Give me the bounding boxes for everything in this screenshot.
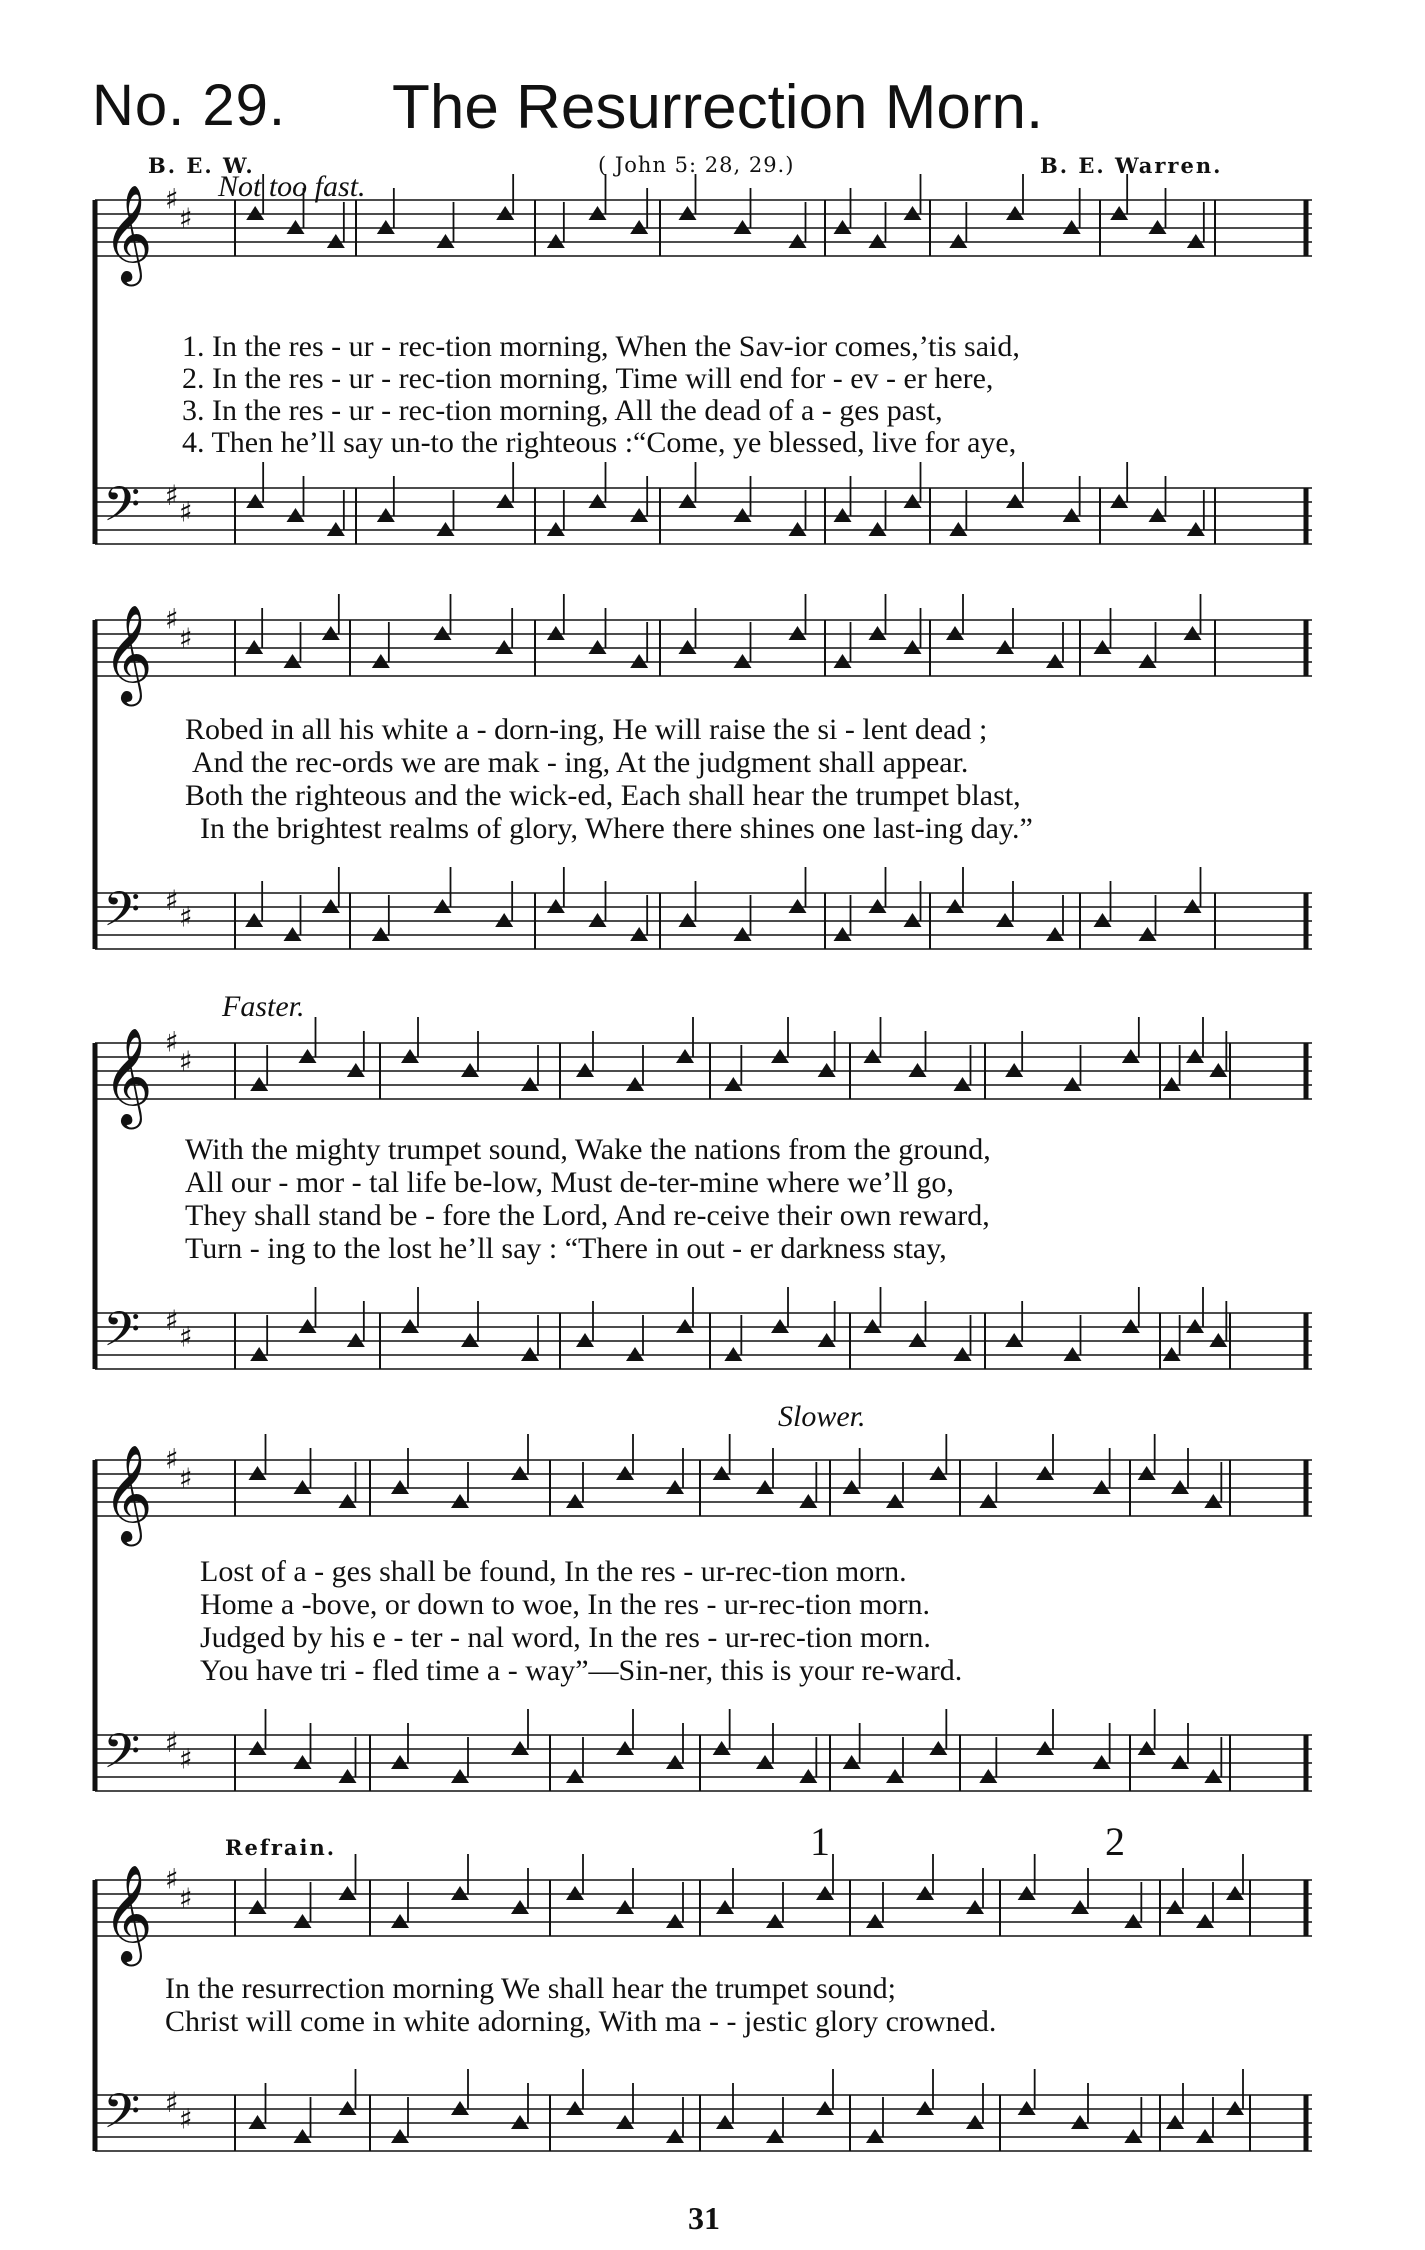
shape-note xyxy=(589,913,607,927)
shape-note xyxy=(766,2129,784,2143)
shape-note xyxy=(391,1914,409,1928)
shape-note xyxy=(904,640,922,654)
shape-note xyxy=(904,494,922,508)
shape-note xyxy=(1094,640,1112,654)
treble-staff xyxy=(95,594,1312,706)
shape-note xyxy=(713,1466,731,1480)
shape-note xyxy=(451,1494,469,1508)
shape-note xyxy=(1018,2101,1036,2115)
shape-note xyxy=(495,913,513,927)
shape-note xyxy=(616,1466,634,1480)
shape-note xyxy=(496,206,514,220)
lyric-line: You have tri - fled time a - way”—Sin-ner, this is your re-ward. xyxy=(200,1654,963,1687)
shape-note xyxy=(287,220,305,234)
shape-note xyxy=(1149,508,1167,522)
shape-note xyxy=(716,2115,734,2129)
refrain-label: Refrain. xyxy=(225,1835,337,1860)
shape-note xyxy=(864,1049,882,1063)
shape-note xyxy=(904,206,922,220)
lyric-line: 4. Then he’ll say un-to the righteous :“Come, ye blessed, live for aye, xyxy=(182,426,1017,459)
shape-note xyxy=(756,1480,774,1494)
shape-note xyxy=(916,2101,934,2115)
music-system xyxy=(85,1860,1322,2171)
bass-staff xyxy=(95,867,1312,949)
sharp-icon: ♯ xyxy=(165,1862,179,1896)
shape-note xyxy=(1071,1900,1089,1914)
sharp-icon: ♯ xyxy=(165,1442,179,1476)
bass-clef-icon: 𝄢 xyxy=(103,1301,141,1369)
shape-note xyxy=(869,234,887,248)
treble-staff xyxy=(95,1854,1312,1966)
shape-note xyxy=(834,654,852,668)
shape-note xyxy=(1094,913,1112,927)
shape-note xyxy=(1110,494,1128,508)
shape-note xyxy=(666,1914,684,1928)
shape-note xyxy=(250,1347,268,1361)
shape-note xyxy=(630,654,648,668)
shape-note xyxy=(789,899,807,913)
shape-note xyxy=(339,1886,357,1900)
page-number: 31 xyxy=(688,2200,720,2236)
shape-note xyxy=(1064,1347,1082,1361)
shape-note xyxy=(1138,1466,1156,1480)
lyric-line: All our - mor - tal life be-low, Must de-ter-mine where we’ll go, xyxy=(185,1166,954,1199)
lyric-line: Robed in all his white a - dorn-ing, He will raise the si - lent dead ; xyxy=(185,713,988,746)
lyric-line: Lost of a - ges shall be found, In the res - ur-rec-tion morn. xyxy=(200,1555,907,1588)
shape-note xyxy=(377,508,395,522)
shape-note xyxy=(679,913,697,927)
shape-note xyxy=(250,1077,268,1091)
shape-note xyxy=(834,508,852,522)
tempo-mark-slower: Slower. xyxy=(778,1400,866,1433)
sharp-icon: ♯ xyxy=(165,182,179,216)
sharp-icon: ♯ xyxy=(165,1025,179,1059)
shape-note xyxy=(724,1077,742,1091)
sharp-icon: ♯ xyxy=(165,1725,179,1759)
shape-note xyxy=(521,1077,539,1091)
sharp-icon: ♯ xyxy=(165,1303,179,1337)
lyric-line: Both the righteous and the wick-ed, Each shall hear the trumpet blast, xyxy=(185,779,1021,812)
shape-note xyxy=(886,1494,904,1508)
shape-note xyxy=(1163,1347,1181,1361)
shape-note xyxy=(576,1063,594,1077)
shape-note xyxy=(954,1077,972,1091)
bass-clef-icon: 𝄢 xyxy=(103,881,141,949)
shape-note xyxy=(734,220,752,234)
treble-staff xyxy=(95,1017,1312,1129)
lyric-line: Christ will come in white adorning, With ma - - jestic glory crowned. xyxy=(165,2005,997,2038)
shape-note xyxy=(616,1900,634,1914)
shape-note xyxy=(1006,206,1024,220)
sharp-icon: ♯ xyxy=(179,1462,193,1495)
shape-note xyxy=(834,927,852,941)
bass-clef-icon: 𝄢 xyxy=(103,476,141,544)
shape-note xyxy=(521,1347,539,1361)
shape-note xyxy=(294,2129,312,2143)
shape-note xyxy=(339,2101,357,2115)
shape-note xyxy=(1063,508,1081,522)
shape-note xyxy=(630,927,648,941)
shape-note xyxy=(451,1769,469,1783)
shape-note xyxy=(1046,927,1064,941)
shape-note xyxy=(666,2129,684,2143)
shape-note xyxy=(1006,494,1024,508)
shape-note xyxy=(909,1333,927,1347)
shape-note xyxy=(327,522,345,536)
sharp-icon: ♯ xyxy=(179,900,193,934)
shape-note xyxy=(589,640,607,654)
shape-note xyxy=(1124,2129,1142,2143)
lyric-line: And the rec-ords we are mak - ing, At the judgment shall appear. xyxy=(192,746,969,779)
shape-note xyxy=(1139,654,1157,668)
shape-note xyxy=(461,1333,479,1347)
shape-note xyxy=(869,899,887,913)
hymn-title: The Resurrection Morn. xyxy=(392,73,1044,142)
shape-note xyxy=(339,1769,357,1783)
sharp-icon: ♯ xyxy=(165,602,179,636)
shape-note xyxy=(789,234,807,248)
shape-note xyxy=(1184,626,1202,640)
shape-note xyxy=(949,234,967,248)
shape-note xyxy=(1171,1480,1189,1494)
sharp-icon: ♯ xyxy=(179,202,193,235)
bass-clef-icon: 𝄢 xyxy=(103,1723,141,1791)
shape-note xyxy=(1187,234,1205,248)
shape-note xyxy=(347,1333,365,1347)
shape-note xyxy=(626,1347,644,1361)
shape-note xyxy=(1204,1494,1222,1508)
shape-note xyxy=(495,640,513,654)
shape-note xyxy=(734,654,752,668)
shape-note xyxy=(816,1886,834,1900)
shape-note xyxy=(401,1049,419,1063)
lyric-line: Turn - ing to the lost he’ll say : “There in out - er darkness stay, xyxy=(185,1232,947,1265)
bass-staff xyxy=(95,1287,1312,1369)
shape-note xyxy=(789,522,807,536)
lyric-line: 2. In the res - ur - rec-tion morning, Time will end for - ev - er here, xyxy=(182,362,994,395)
shape-note xyxy=(245,640,263,654)
shape-note xyxy=(866,2129,884,2143)
shape-note xyxy=(1122,1049,1140,1063)
shape-note xyxy=(284,654,302,668)
shape-note xyxy=(666,1480,684,1494)
shape-note xyxy=(372,654,390,668)
shape-note xyxy=(869,522,887,536)
shape-note xyxy=(576,1333,594,1347)
shape-note xyxy=(372,927,390,941)
music-system xyxy=(85,1440,1322,1811)
music-credit: B. E. Warren. xyxy=(1040,153,1223,178)
shape-note xyxy=(1110,206,1128,220)
shape-note xyxy=(391,1480,409,1494)
shape-note xyxy=(1226,1886,1244,1900)
shape-note xyxy=(676,1319,694,1333)
tempo-mark-faster: Faster. xyxy=(222,990,305,1023)
shape-note xyxy=(996,913,1014,927)
shape-note xyxy=(1138,1741,1156,1755)
shape-note xyxy=(249,1466,267,1480)
shape-note xyxy=(511,1466,529,1480)
shape-note xyxy=(1166,2115,1184,2129)
shape-note xyxy=(679,494,697,508)
treble-clef-icon: 𝄞 xyxy=(103,184,153,282)
lyric-line: Judged by his e - ter - nal word, In the res - ur-rec-tion morn. xyxy=(200,1621,931,1654)
shape-note xyxy=(1093,1755,1111,1769)
sharp-icon: ♯ xyxy=(179,1742,193,1776)
sharp-icon: ♯ xyxy=(179,1045,193,1078)
shape-note xyxy=(916,1886,934,1900)
shape-note xyxy=(451,2101,469,2115)
shape-note xyxy=(547,899,565,913)
shape-note xyxy=(946,899,964,913)
shape-note xyxy=(996,640,1014,654)
shape-note xyxy=(799,1494,817,1508)
shape-note xyxy=(1046,654,1064,668)
shape-note xyxy=(1204,1769,1222,1783)
bass-staff xyxy=(95,462,1312,544)
shape-note xyxy=(630,220,648,234)
hymn-number: No. 29. xyxy=(92,73,286,138)
shape-note xyxy=(249,2115,267,2129)
shape-note xyxy=(1209,1063,1227,1077)
shape-note xyxy=(904,913,922,927)
shape-note xyxy=(1163,1077,1181,1091)
shape-note xyxy=(589,206,607,220)
shape-note xyxy=(1149,220,1167,234)
treble-clef-icon: 𝄞 xyxy=(103,1864,153,1962)
shape-note xyxy=(347,1063,365,1077)
shape-note xyxy=(949,522,967,536)
shape-note xyxy=(843,1480,861,1494)
shape-note xyxy=(1005,1333,1023,1347)
shape-note xyxy=(929,1741,947,1755)
shape-note xyxy=(666,1755,684,1769)
lyric-line: 1. In the res - ur - rec-tion morning, When the Sav-ior comes,’tis said, xyxy=(182,330,1020,363)
shape-note xyxy=(734,508,752,522)
shape-note xyxy=(437,234,455,248)
shape-note xyxy=(1166,1900,1184,1914)
shape-note xyxy=(589,494,607,508)
shape-note xyxy=(294,1755,312,1769)
shape-note xyxy=(391,2129,409,2143)
shape-note xyxy=(1005,1063,1023,1077)
sharp-icon: ♯ xyxy=(165,883,179,917)
shape-note xyxy=(1196,2129,1214,2143)
shape-note xyxy=(1171,1755,1189,1769)
sharp-icon: ♯ xyxy=(179,495,193,529)
music-system xyxy=(85,180,1322,564)
lyric-line: In the resurrection morning We shall hear the trumpet sound; xyxy=(165,1972,897,2005)
shape-note xyxy=(547,522,565,536)
treble-staff xyxy=(95,1434,1312,1546)
shape-note xyxy=(339,1494,357,1508)
shape-note xyxy=(1186,1049,1204,1063)
shape-note xyxy=(886,1769,904,1783)
shape-note xyxy=(1036,1466,1054,1480)
shape-note xyxy=(1124,1914,1142,1928)
shape-note xyxy=(511,2115,529,2129)
shape-note xyxy=(434,899,452,913)
shape-note xyxy=(246,494,264,508)
shape-note xyxy=(713,1741,731,1755)
shape-note xyxy=(1093,1480,1111,1494)
shape-note xyxy=(869,626,887,640)
shape-note xyxy=(979,1769,997,1783)
shape-note xyxy=(756,1755,774,1769)
shape-note xyxy=(679,206,697,220)
shape-note xyxy=(566,1886,584,1900)
shape-note xyxy=(299,1319,317,1333)
ending-number-first: 1 xyxy=(810,1819,830,1864)
shape-note xyxy=(1139,927,1157,941)
shape-note xyxy=(566,1494,584,1508)
shape-note xyxy=(1064,1077,1082,1091)
shape-note xyxy=(245,913,263,927)
shape-note xyxy=(616,1741,634,1755)
treble-clef-icon: 𝄞 xyxy=(103,604,153,702)
shape-note xyxy=(299,1049,317,1063)
lyric-line: With the mighty trumpet sound, Wake the nations from the ground, xyxy=(185,1133,991,1166)
shape-note xyxy=(979,1494,997,1508)
shape-note xyxy=(566,2101,584,2115)
shape-note xyxy=(511,1900,529,1914)
shape-note xyxy=(1122,1319,1140,1333)
words-credit: B. E. W. xyxy=(148,153,255,178)
music-system xyxy=(85,1023,1322,1389)
sharp-icon: ♯ xyxy=(179,1320,193,1354)
shape-note xyxy=(461,1063,479,1077)
shape-note xyxy=(377,220,395,234)
shape-note xyxy=(1071,2115,1089,2129)
shape-note xyxy=(327,234,345,248)
shape-note xyxy=(249,1900,267,1914)
sharp-icon: ♯ xyxy=(179,2102,193,2136)
scripture-reference: ( John 5: 28, 29.) xyxy=(598,153,795,177)
shape-note xyxy=(1187,522,1205,536)
sharp-icon: ♯ xyxy=(165,2085,179,2119)
shape-note xyxy=(966,2115,984,2129)
shape-note xyxy=(676,1049,694,1063)
shape-note xyxy=(249,1741,267,1755)
shape-note xyxy=(679,640,697,654)
lyric-line: They shall stand be - fore the Lord, And re-ceive their own reward, xyxy=(185,1199,990,1232)
shape-note xyxy=(1018,1886,1036,1900)
sharp-icon: ♯ xyxy=(165,478,179,512)
shape-note xyxy=(771,1049,789,1063)
shape-note xyxy=(616,2115,634,2129)
shape-note xyxy=(818,1063,836,1077)
shape-note xyxy=(391,1755,409,1769)
lyric-line: Home a -bove, or down to woe, In the res - ur-rec-tion morn. xyxy=(200,1588,931,1621)
lyric-line: In the brightest realms of glory, Where there shines one last-ing day.” xyxy=(200,812,1033,845)
shape-note xyxy=(1186,1319,1204,1333)
shape-note xyxy=(1196,1914,1214,1928)
shape-note xyxy=(511,1741,529,1755)
shape-note xyxy=(434,626,452,640)
treble-clef-icon: 𝄞 xyxy=(103,1444,153,1542)
shape-note xyxy=(246,206,264,220)
shape-note xyxy=(946,626,964,640)
shape-note xyxy=(437,522,455,536)
shape-note xyxy=(816,2101,834,2115)
shape-note xyxy=(322,626,340,640)
treble-staff xyxy=(95,174,1312,286)
shape-note xyxy=(818,1333,836,1347)
shape-note xyxy=(766,1914,784,1928)
shape-note xyxy=(966,1900,984,1914)
shape-note xyxy=(734,927,752,941)
shape-note xyxy=(1184,899,1202,913)
shape-note xyxy=(287,508,305,522)
shape-note xyxy=(294,1914,312,1928)
shape-note xyxy=(322,899,340,913)
shape-note xyxy=(909,1063,927,1077)
shape-note xyxy=(724,1347,742,1361)
shape-note xyxy=(547,234,565,248)
sharp-icon: ♯ xyxy=(179,1882,193,1915)
shape-note xyxy=(566,1769,584,1783)
lyric-line: 3. In the res - ur - rec-tion morning, All the dead of a - ges past, xyxy=(182,394,943,427)
bass-clef-icon: 𝄢 xyxy=(103,2083,141,2151)
shape-note xyxy=(864,1319,882,1333)
shape-note xyxy=(716,1900,734,1914)
shape-note xyxy=(401,1319,419,1333)
shape-note xyxy=(626,1077,644,1091)
shape-note xyxy=(834,220,852,234)
tempo-mark-start: Not too fast. xyxy=(218,170,366,203)
shape-note xyxy=(630,508,648,522)
shape-note xyxy=(954,1347,972,1361)
treble-clef-icon: 𝄞 xyxy=(103,1027,153,1125)
shape-note xyxy=(929,1466,947,1480)
shape-note xyxy=(451,1886,469,1900)
bass-staff xyxy=(95,1709,1312,1791)
shape-note xyxy=(799,1769,817,1783)
shape-note xyxy=(496,494,514,508)
shape-note xyxy=(843,1755,861,1769)
music-system xyxy=(85,600,1322,969)
shape-note xyxy=(1063,220,1081,234)
shape-note xyxy=(866,1914,884,1928)
shape-note xyxy=(1226,2101,1244,2115)
shape-note xyxy=(1036,1741,1054,1755)
shape-note xyxy=(547,626,565,640)
shape-note xyxy=(771,1319,789,1333)
shape-note xyxy=(789,626,807,640)
sharp-icon: ♯ xyxy=(179,622,193,655)
bass-staff xyxy=(95,2069,1312,2151)
ending-number-second: 2 xyxy=(1105,1819,1125,1864)
shape-note xyxy=(1209,1333,1227,1347)
shape-note xyxy=(284,927,302,941)
shape-note xyxy=(294,1480,312,1494)
